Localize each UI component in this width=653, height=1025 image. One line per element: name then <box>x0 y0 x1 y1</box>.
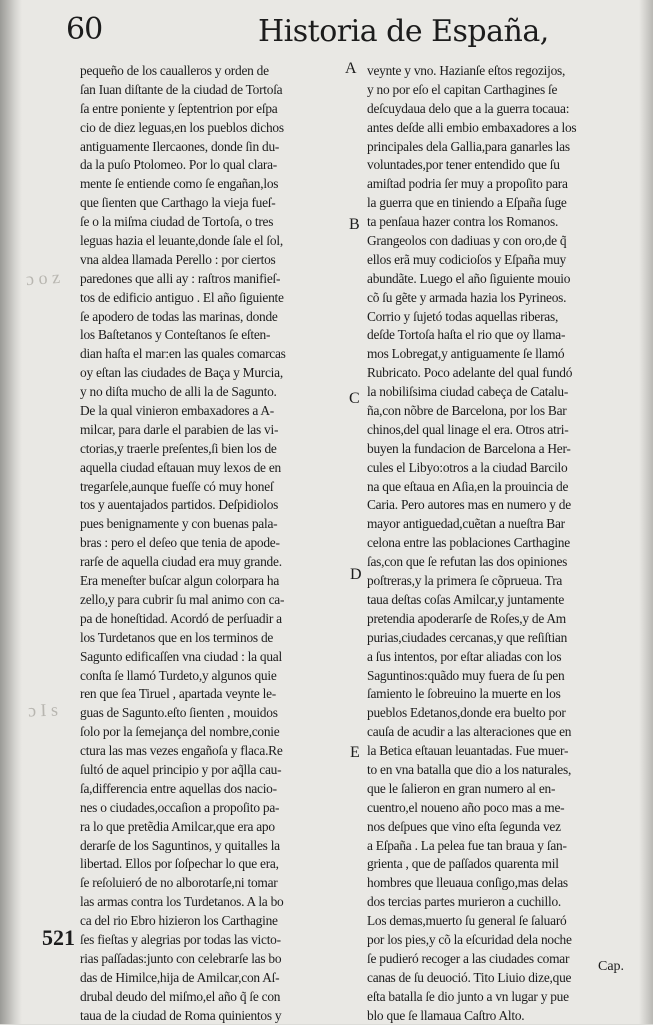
margin-letter-b: B <box>349 216 360 233</box>
text-line: ſe pudieró recoger a las ciudades comar <box>367 950 570 966</box>
text-line: tos y auentajados partidos. Deſpidiolos <box>80 497 279 513</box>
margin-letter-a: A <box>345 60 357 77</box>
text-line: ſan Iuan diſtante de la ciudad de Tortoſa <box>80 81 283 97</box>
text-line: paredones que alli ay : raſtros manifieſ- <box>80 270 281 286</box>
text-line: oy eſtan las ciudades de Baça y Murcia, <box>80 365 283 381</box>
text-line: abundãte. Luego el año ſiguiente mouio <box>367 270 571 286</box>
text-line: la guerra que en tiniendo a Eſpaña ſuge <box>367 195 567 211</box>
text-line: y no por eſo el capitan Carthagines ſe <box>367 81 558 97</box>
text-line: principales dela Gallia,para ganarles las <box>367 138 570 154</box>
text-line: ſe reſoluieró de no alborotarſe,ni tomar <box>80 875 278 891</box>
text-line: que ſienten que Carthago la vieja fueſ- <box>80 195 276 211</box>
page-binding-shadow <box>0 0 22 1024</box>
text-line: ctura las mas vezes engañoſa y flaca.Re <box>80 743 283 759</box>
text-line: veynte y vno. Hazianſe eſtos regozijos, <box>367 63 566 78</box>
text-line: purias,ciudades cercanas,y que reſiſtian <box>367 629 568 645</box>
text-line: ren que ſea Tiruel , apartada veynte le- <box>80 686 276 702</box>
text-line: la nobiliſsima ciudad cabeça de Catalu- <box>367 384 569 400</box>
text-line: que le ſalieron en gran numero al en- <box>367 780 556 796</box>
running-title: Historia de España, <box>258 14 549 49</box>
text-line: cules el Libyo:otros a la ciudad Barcilo <box>367 459 568 475</box>
text-line: grienta , que de paſſados quarenta mil <box>367 856 559 872</box>
text-line: ctorias,y traerle preſentes,ſi bien los de <box>80 440 277 456</box>
signature-mark: 521 <box>42 925 75 950</box>
margin-letter-c: C <box>349 390 360 407</box>
page-edge-shadow <box>639 0 653 1024</box>
margin-letter-d: D <box>350 566 362 583</box>
text-line: cio de diez leguas,en los pueblos dichos <box>80 119 284 135</box>
text-line: rarſe de aquella ciudad era muy grande. <box>80 554 282 570</box>
text-line: ſultó de aquel principio y por aq̃lla cau- <box>80 761 282 777</box>
text-line: pa de honeſtidad. Acordó de perſuadir a <box>80 610 282 626</box>
text-line: ſolo por la ſemejança del nombre,conie <box>80 724 280 740</box>
text-line: chinos,del qual linage el era. Otros atri- <box>367 421 569 437</box>
text-line: ſe apodero de todas las marinas, donde <box>80 308 278 324</box>
text-line: milcar, para darle el parabien de las vi- <box>80 421 279 437</box>
text-line: buyen la fundacion de Barcelona a Her- <box>367 440 571 456</box>
text-line: deſde Tortoſa haſta el rio que oy llama- <box>367 327 566 343</box>
text-line: conſta ſe llamó Turdeto,y algunos quie <box>80 667 277 683</box>
text-line: eſta batalla ſe dio junto a vn lugar y pue <box>367 988 569 1004</box>
text-line: tos de edificio antiguo . El año ſiguiente <box>80 289 284 305</box>
text-line: na que eſtaua en Aſia,en la prouincia de <box>367 478 569 494</box>
text-line: vna aldea llamada Perello : por ciertos <box>80 251 276 267</box>
text-line: De la qual vinieron embaxadores a A- <box>80 403 275 419</box>
text-line: hombres que lleuaua conſigo,mas delas <box>367 875 568 891</box>
text-line: dos tercias partes murieron a cuchillo. <box>367 894 562 910</box>
text-line: blo que ſe llamaua Caſtro Alto. <box>367 1007 525 1023</box>
text-line: ña,con nõbre de Barcelona, por los Bar <box>367 403 567 419</box>
bleed-through-mark: ɔ I s <box>27 699 59 721</box>
text-line: y no diſta mucho de alli la de Sagunto. <box>80 384 277 400</box>
text-line: pequeño de los caualleros y orden de <box>80 63 269 78</box>
text-line: los Baſtetanos y Conteſtanos ſe eſten- <box>80 327 271 343</box>
text-line: leguas hazia el leuante,donde ſale el ſol, <box>80 233 283 249</box>
text-line: Corrio y ſujetó todas aquellas riberas, <box>367 308 559 324</box>
text-line: cauſa de acudir a las alteraciones que en <box>367 724 572 740</box>
text-line: mos Lobregat,y antiguamente ſe llamó <box>367 346 565 362</box>
text-line: cõ ſu gẽte y armada hazia los Pyrineos. <box>367 289 567 305</box>
text-line: poſtreras,y la primera ſe cõprueua. Tra <box>367 573 563 589</box>
page-number: 60 <box>66 12 103 47</box>
text-line: ellos erã muy codicioſos y Eſpaña muy <box>367 251 566 267</box>
text-line: ſamiento le ſobreuino la muerte en los <box>367 686 561 702</box>
text-line: amiſtad podria ſer muy a propoſito para <box>367 176 568 192</box>
text-line: pues benignamente y con buenas pala- <box>80 516 278 532</box>
text-line: ſe o la miſma ciudad de Tortoſa, o tres <box>80 214 274 230</box>
text-line: ſes fieſtas y alegrias por todas las victo- <box>80 931 281 947</box>
text-line: dian haſta el mar:en las quales comarcas <box>80 346 286 362</box>
text-line: ra lo que pretẽdia Amilcar,que era apo <box>80 818 275 834</box>
text-line: pretendia apoderarſe de Roſes,y de Am <box>367 610 566 626</box>
text-line: la Betica eſtauan leuantadas. Fue muer- <box>367 743 569 759</box>
text-column-right <box>367 62 629 1025</box>
text-line: Grangeolos con dadiuas y con oro,de q̃ <box>367 233 567 249</box>
text-line: celona entre las poblaciones Carthagine <box>367 535 570 551</box>
text-line: derarſe de los Saguntinos, y quitalles la <box>80 837 280 853</box>
text-line: das de Himilce,hija de Amilcar,con Aſ- <box>80 969 280 985</box>
text-line: mente ſe entiende como ſe engañan,los <box>80 176 279 192</box>
text-line: rias paſſadas:junto con celebrarſe las bo <box>80 950 282 966</box>
text-line: antes deſde alli embio embaxadores a los <box>367 119 577 135</box>
text-line: ta penſaua hazer contra los Romanos. <box>367 214 559 230</box>
text-line: mayor antiguedad,cuẽtan a nueſtra Bar <box>367 516 565 532</box>
text-line: drubal deudo del miſmo,el año q̃ ſe con <box>80 988 281 1004</box>
text-line: voluntades,por tener entendido que ſu <box>367 157 560 173</box>
margin-letter-e: E <box>350 744 360 761</box>
text-line: cuentro,el noueno año poco mas a me- <box>367 799 565 815</box>
text-line: ſa entre poniente y ſeptentrion por eſpa <box>80 100 278 116</box>
text-line: da la puſo Ptolomeo. Por lo qual clara- <box>80 157 278 173</box>
text-line: las armas contra los Turdetanos. A la bo <box>80 894 284 910</box>
text-line: ca del rio Ebro hizieron los Carthagine <box>80 913 278 929</box>
text-line: los Turdetanos que en los terminos de <box>80 629 274 645</box>
text-line: tregarſele,aunque fueſſe có muy honeſ <box>80 478 274 494</box>
text-line: taua de la ciudad de Roma quinientos y <box>80 1007 282 1023</box>
text-line: aquella ciudad eſtauan muy lexos de en <box>80 459 281 475</box>
text-line: guas de Sagunto.eſto ſienten , mouidos <box>80 705 278 721</box>
bleed-through-mark: ɔ o z <box>25 266 61 290</box>
text-line: deſcuydaua delo que a la guerra tocaua: <box>367 100 570 116</box>
text-line: antiguamente Ilercaones, donde ſin du- <box>80 138 280 154</box>
text-line: nes o ciudades,occaſion a propoſito pa- <box>80 799 280 815</box>
text-line: pueblos Edetanos,donde era buelto por <box>367 705 566 721</box>
text-line: Era meneſter buſcar algun colorpara ha <box>80 573 280 589</box>
text-line: to en vna batalla que dio a los naturales, <box>367 761 572 777</box>
text-column-left <box>80 62 348 1025</box>
text-line: taua deſtas coſas Amilcar,y juntamente <box>367 591 565 607</box>
text-line: Rubricato. Poco adelante del qual fundó <box>367 365 573 381</box>
text-line: Caria. Pero autores mas en numero y de <box>367 497 571 513</box>
text-line: zello,y para cubrir ſu mal animo con ca- <box>80 591 285 607</box>
text-line: a ſus intentos, por eſtar aliadas con los <box>367 648 562 664</box>
text-line: por los pies,y cõ la eſcuridad dela noche <box>367 931 572 947</box>
text-line: ſa,differencia entre aquellas dos nacio- <box>80 780 277 796</box>
text-line: nos deſpues que vino eſta ſegunda vez <box>367 818 561 834</box>
text-line: Sagunto edificaſſen vna ciudad : la qual <box>80 648 282 664</box>
text-line: a Eſpaña . La pelea fue tan braua y ſan- <box>367 837 567 853</box>
text-line: libertad. Ellos por ſoſpechar lo que era, <box>80 856 279 872</box>
text-line: ſas,con que ſe refutan las dos opiniones <box>367 554 568 570</box>
text-line: canas de ſu deuoció. Tito Liuio dize,que <box>367 969 572 985</box>
catchword: Cap. <box>598 959 625 974</box>
text-line: bras : pero el deſeo que tenia de apode- <box>80 535 280 551</box>
text-line: Saguntinos:quãdo muy fuera de ſu pen <box>367 667 565 683</box>
text-line: Los demas,muerto ſu general ſe ſaluaró <box>367 913 567 929</box>
